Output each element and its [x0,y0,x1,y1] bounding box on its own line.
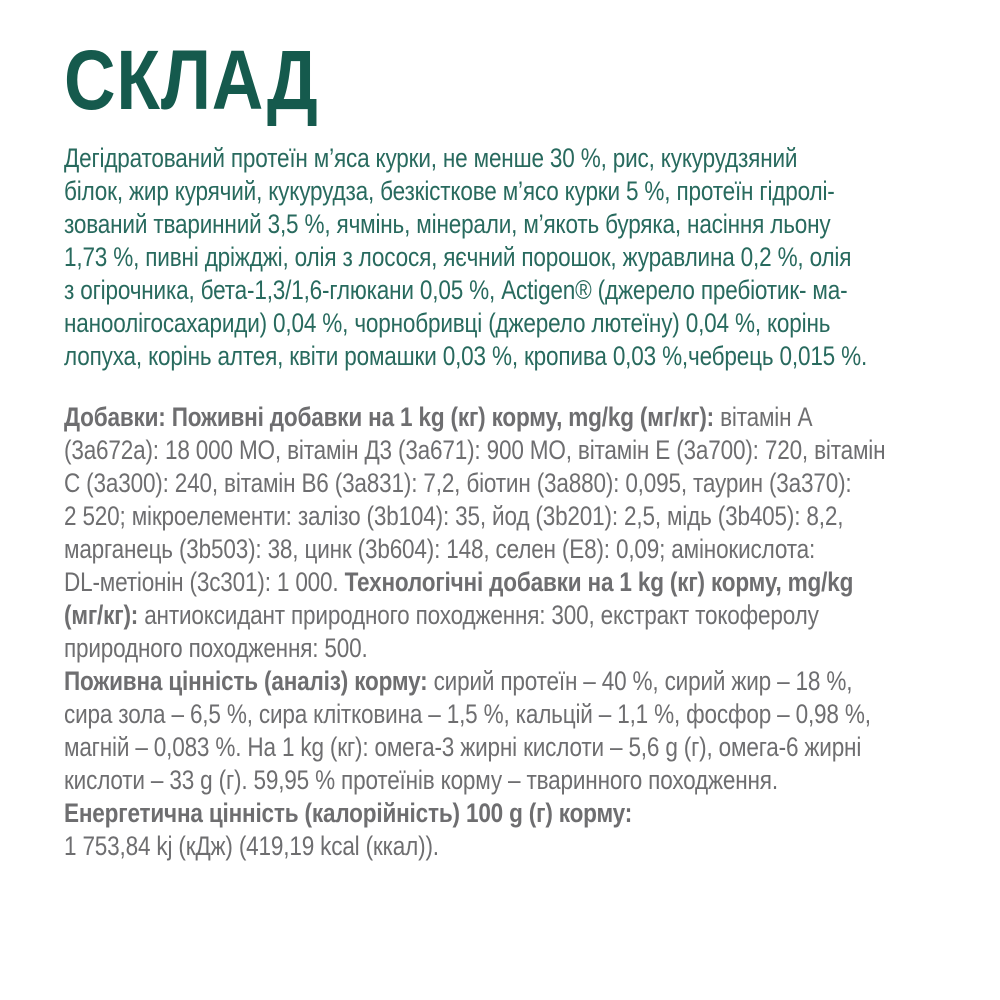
composition-label [64,33,940,863]
additives-paragraph [64,401,940,665]
text-line: марганець (3b503): 38, цинк (3b604): 148, селен (E8): 0,09; амінокислота: [64,534,816,564]
text-line: (3a672a): 18 000 МО, вітамін Д3 (3a671): 900 МО, вітамін E (3a700): 720, вітамін [64,435,886,465]
text-line: наноолігосахариди) 0,04 %, чорнобривці (джерело лютеїну) 0,04 %, корінь [64,308,831,338]
text-line: природного походження: 500. [64,633,368,663]
text-line: лопуха, корінь алтея, квіти ромашки 0,03 %, кропива 0,03 %,чебрець 0,015 %. [64,341,868,371]
page-title: СКЛАД [64,33,319,127]
text-line: 1,73 %, пивні дріжджі, олія з лосося, яєчний порошок, журавлина 0,2 %, олія [64,242,852,272]
text-line: з огірочника, бета-1,3/1,6-глюкани 0,05 %, Actigen® (джерело пребіотик- ма- [64,275,848,305]
text-line: (мг/кг): антиоксидант природного походження: 300, екстракт токоферолу [64,600,819,630]
text-line: DL-метіонін (3c301): 1 000. Технологічні добавки на 1 kg (кг) корму, mg/kg [64,567,854,597]
text-line: магній – 0,083 %. На 1 kg (кг): омега-3 жирні кислоти – 5,6 g (г), омега-6 жирні [64,732,862,762]
text-line: 2 520; мікроелементи: залізо (3b104): 35, йод (3b201): 2,5, мідь (3b405): 8,2, [64,501,844,531]
text-line: білок, жир курячий, кукурудза, безкісткове м’ясо курки 5 %, протеїн гідролі- [64,176,835,206]
text-line: сира зола – 6,5 %, сира клітковина – 1,5 %, кальцій – 1,1 %, фосфор – 0,98 %, [64,699,871,729]
energy-value-paragraph [64,797,940,863]
text-line: Енергетична цінність (калорійність) 100 g (г) корму: [64,798,633,828]
text-line: кислоти – 33 g (г). 59,95 % протеїнів корму – тваринного походження. [64,765,778,795]
text-line: Добавки: Поживні добавки на 1 kg (кг) корму, mg/kg (мг/кг): вітамін A [64,402,813,432]
text-line: Поживна цінність (аналіз) корму: сирий протеїн – 40 %, сирий жир – 18 %, [64,666,853,696]
nutritional-analysis-paragraph [64,665,940,797]
text-line: зований тваринний 3,5 %, ячмінь, мінерали, м’якоть буряка, насіння льону [64,209,831,239]
text-line: Дегідратований протеїн м’яса курки, не менше 30 %, рис, кукурудзяний [64,143,798,173]
ingredients-paragraph [64,142,940,373]
text-line: 1 753,84 kj (кДж) (419,19 kcal (ккал)). [64,831,439,861]
text-line: C (3a300): 240, вітамін B6 (3a831): 7,2, біотин (3a880): 0,095, таурин (3a370): [64,468,852,498]
